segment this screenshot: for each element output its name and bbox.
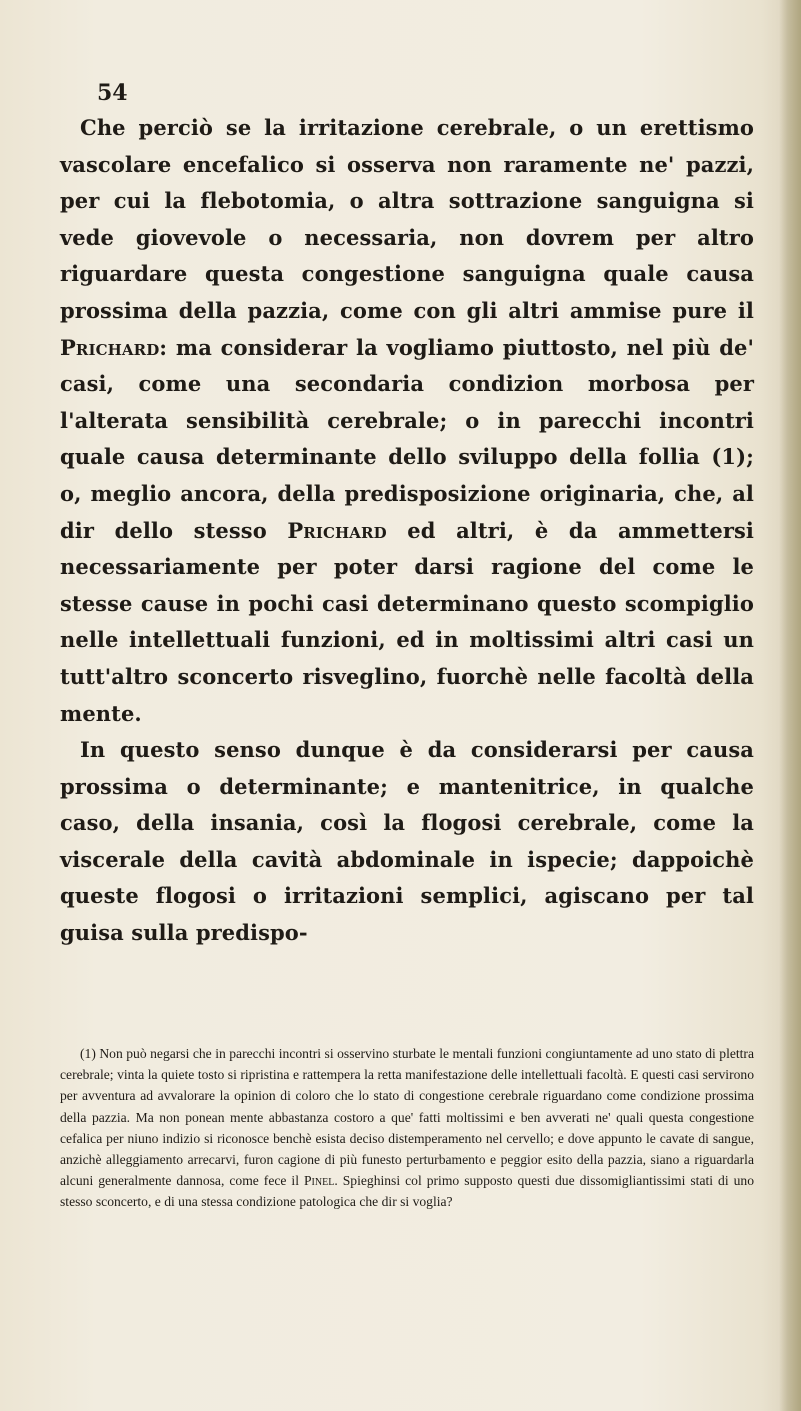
paragraph-1-part-3: ed altri, è da ammettersi necessariamente per poter darsi ragione del come le stesse cause in pochi casi determinano questo scompiglio nelle intellettuali funzioni, ed in moltissimi altri casi un tutt'altro sconcerto risveglino, fuorchè nelle facoltà della mente. bbox=[60, 517, 755, 726]
author-name-prichard-2: Prichard bbox=[287, 517, 387, 543]
main-text bbox=[60, 110, 754, 952]
footnote-1-part-2: . Spieghinsi col primo supposto questi due dissomigliantissimi stati di uno stesso sconcerto, e di una stessa condizione patologica che dir si voglia? bbox=[60, 1173, 754, 1210]
page-number: 54 bbox=[97, 80, 128, 106]
footnotes bbox=[60, 1043, 754, 1213]
paragraph-2: In questo senso dunque è da considerarsi per causa prossima o determinante; e mantenitrice, in qualche caso, della insania, così la flogosi cerebrale, come la viscerale della cavità abdominale in ispecie; dappoichè queste flogosi o irritazioni semplici, agiscano per tal guisa sulla predispo- bbox=[60, 737, 754, 946]
page-gutter-shadow bbox=[779, 0, 801, 1411]
footnote-1-part-1: (1) Non può negarsi che in parecchi incontri si osservino sturbate le mentali funzioni congiuntamente ad uno stato di plettra cerebrale; vinta la quiete tosto si ripristina e rattempera la retta manifestazione delle intellettuali facoltà. E questi casi servirono per avventura ad avvalorare la opinion di coloro che lo stato di congestione cerebrale riguardano come condizione prossima della pazzia. Ma non ponean mente abbastanza costoro a que' fatti moltissimi e ben avverati ne' quali questa congestione cefalica per niuno indizio si riconosce benchè esista deciso distemperamento nel cervello; e dove appunto le cavate di sangue, anzichè alleggiamento arrecarvi, furon cagione di più funesto perturbamento e peggior esito della pazzia, siano a riguardarla alcuni generalmente dannosa, come fece il bbox=[60, 1046, 754, 1189]
footnote-1 bbox=[60, 1043, 754, 1213]
author-name-prichard: Prichard bbox=[60, 334, 160, 360]
author-name-pinel: Pinel bbox=[303, 1173, 335, 1189]
paragraph-1-part-2: : ma considerar la vogliamo piuttosto, nel più de' casi, come una secondaria condizion morbosa per l'alterata sensibilità cerebrale; o in parecchi incontri quale causa determinante dello sviluppo della follia (1); o, meglio ancora, della predisposizione originaria, che, al dir dello stesso bbox=[60, 334, 754, 543]
paragraph-1-part-1: Che perciò se la irritazione cerebrale, o un erettismo vascolare encefalico si osserva non raramente ne' pazzi, per cui la flebotomia, o altra sottrazione sanguigna si vede giovevole o necessaria, non dovrem per altro riguardare questa congestione sanguigna quale causa prossima della pazzia, come con gli altri ammise pure il bbox=[60, 115, 754, 323]
paragraph-1 bbox=[60, 110, 754, 732]
